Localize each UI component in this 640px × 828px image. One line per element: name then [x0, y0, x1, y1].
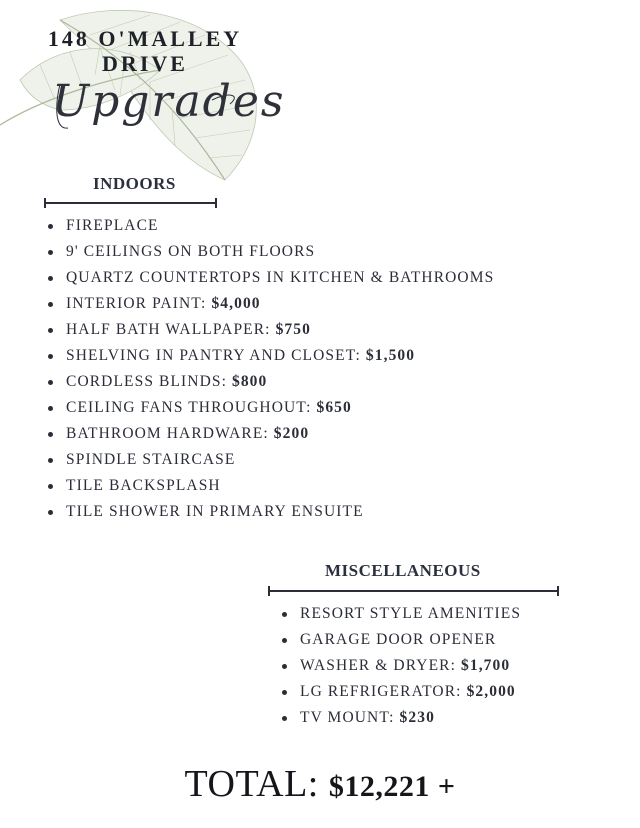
- misc-title: MISCELLANEOUS: [325, 561, 481, 580]
- item-label: SHELVING IN PANTRY AND CLOSET:: [66, 347, 361, 364]
- item-price: $750: [275, 321, 311, 338]
- total-label: TOTAL:: [184, 763, 319, 805]
- item-price: $800: [231, 373, 268, 390]
- list-item: [44, 369, 494, 395]
- upgrades-script: [52, 70, 286, 160]
- item-price: $2,000: [466, 683, 516, 700]
- address-line-1: 148 O'MALLEY: [47, 26, 243, 51]
- list-item: [44, 473, 494, 499]
- item-label: BATHROOM HARDWARE:: [66, 425, 269, 442]
- item-label: FIREPLACE: [66, 217, 159, 234]
- list-item: [44, 343, 494, 369]
- item-label: SPINDLE STAIRCASE: [66, 451, 236, 468]
- list-item: [278, 705, 521, 731]
- misc-list: [278, 601, 521, 731]
- total-amount: $12,221 +: [328, 770, 456, 803]
- item-label: TILE BACKSPLASH: [66, 477, 221, 494]
- indoors-title: INDOORS: [93, 174, 176, 193]
- list-item: [278, 653, 521, 679]
- item-label: INTERIOR PAINT:: [66, 295, 207, 312]
- list-item: [44, 239, 494, 265]
- item-label: TILE SHOWER IN PRIMARY ENSUITE: [66, 503, 364, 520]
- misc-divider: [268, 590, 559, 592]
- item-label: TV MOUNT:: [300, 709, 395, 726]
- item-label: LG REFRIGERATOR:: [300, 683, 462, 700]
- item-label: 9' CEILINGS ON BOTH FLOORS: [66, 243, 316, 260]
- item-price: $4,000: [211, 295, 261, 312]
- list-item: [278, 627, 521, 653]
- list-item: [278, 601, 521, 627]
- item-label: CORDLESS BLINDS:: [66, 373, 227, 390]
- item-price: $230: [399, 709, 435, 726]
- list-item: [44, 291, 494, 317]
- upgrades-script-text: Upgrades: [52, 76, 286, 127]
- item-price: $1,500: [365, 347, 416, 364]
- list-item: [44, 395, 494, 421]
- item-price: $650: [316, 399, 352, 416]
- list-item: [44, 317, 494, 343]
- item-label: WASHER & DRYER:: [300, 657, 457, 674]
- list-item: [44, 213, 494, 239]
- item-label: RESORT STYLE AMENITIES: [300, 605, 522, 622]
- item-price: $200: [273, 425, 310, 442]
- item-label: CEILING FANS THROUGHOUT:: [66, 399, 312, 416]
- address-title: [40, 26, 250, 76]
- address-line-2: DRIVE: [102, 51, 188, 76]
- item-price: $1,700: [461, 657, 511, 674]
- list-item: [278, 679, 521, 705]
- list-item: [44, 421, 494, 447]
- list-item: [44, 499, 494, 525]
- list-item: [44, 265, 494, 291]
- item-label: HALF BATH WALLPAPER:: [66, 321, 271, 338]
- indoors-list: [44, 213, 494, 525]
- total-line: [0, 762, 640, 806]
- item-label: QUARTZ COUNTERTOPS IN KITCHEN & BATHROOMS: [66, 269, 495, 286]
- item-label: GARAGE DOOR OPENER: [300, 631, 497, 648]
- list-item: [44, 447, 494, 473]
- indoors-divider: [44, 202, 217, 204]
